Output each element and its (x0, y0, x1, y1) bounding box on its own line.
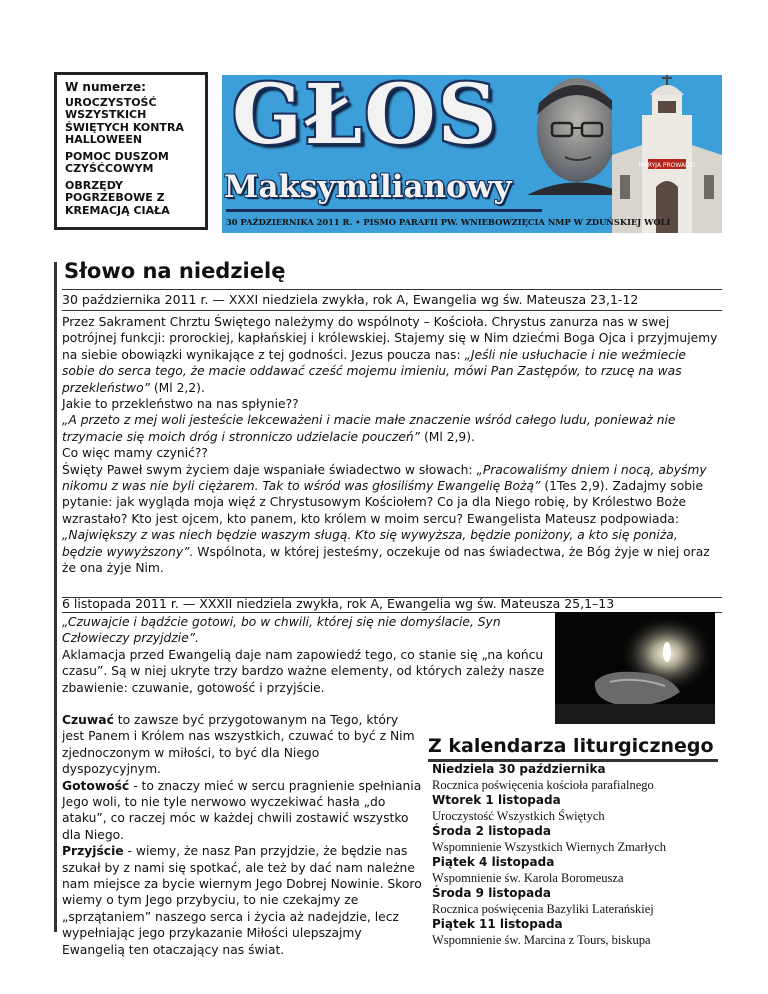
masthead-dateline: 30 PAŹDZIERNIKA 2011 R. • PISMO PARAFII PW. WNIEBOWZIĘCIA NMP W ZDUŃSKIEJ WOLI (226, 217, 671, 227)
article-1-paragraph-1: Przez Sakrament Chrztu Świętego należymy do wspólnoty – Kościoła. Chrystus zanurza nas w swej potrójnej funkcji: prorockiej, kapłańskiej i królewskiej. Stajemy się w Nim dziećmi Boga Ojca i przyjmujemy na siebie obowiązki wynikające z tej godności. Jezus poucza nas: „Jeśli nie usłuchacie i nie weźmiecie sobie do serca tego, że macie oddawać cześć mojemu imieniu, mówi Pan Zastępów, to rzucę na was przekleństwo” (Ml 2,2). (62, 315, 718, 395)
contents-item-1[interactable]: UROCZYSTOŚĆ WSZYSTKICH ŚWIĘTYCH KONTRA HALLOWEEN (65, 95, 184, 146)
calendar-event: Wspomnienie św. Marcina z Tours, biskupa (432, 932, 651, 947)
contents-heading: W numerze: (65, 80, 146, 94)
masthead-rule (226, 209, 542, 212)
calendar-date: Piątek 4 listopada (432, 855, 555, 869)
calendar-date: Środa 2 listopada (432, 824, 551, 838)
calendar-date: Środa 9 listopada (432, 886, 551, 900)
article-2-body (62, 712, 422, 958)
calendar-event: Rocznica poświęcenia kościoła parafialnego (432, 777, 654, 792)
article-1-paragraph-2: Jakie to przekleństwo na nas spłynie?? (62, 397, 299, 412)
article-2-gotowosc: Gotowość - to znaczy mieć w sercu pragnienie spełniania Jego woli, to nie tyle nerwowo wyczekiwać hasła „do ataku”, co raczej móc w każdej chwili zostawić wszystko dla Niego. (62, 778, 422, 842)
article-1-paragraph-5: Święty Paweł swym życiem daje wspaniałe świadectwo w słowach: „Pracowaliśmy dniem i nocą, abyśmy nikomu z was nie byli ciężarem. Tak to wśród was głosiliśmy Ewangelię Bożą” (1Tes 2,9). Zadajmy sobie pytanie: jak wygląda moja więź z Chrystusowym Kościołem? Co ja dla Niego robię, by Królestwo Boże wzrastało? Kto jest ojcem, kto panem, kto królem w moim sercu? Ewangelista Mateusz podpowiada: „Największy z was niech będzie waszym sługą. Kto się wywyższa, będzie poniżony, a kto się poniża, będzie wywyższony”. Wspólnota, w której jesteśmy, oczekuje od nas świadectwa, że Bóg żyje w niej oraz że ona żyje Nim. (62, 462, 710, 576)
contents-item-3[interactable]: OBRZĘDY POGRZEBOWE Z KREMACJĄ CIAŁA (65, 178, 170, 217)
calendar-date: Niedziela 30 października (432, 762, 606, 776)
calendar-event: Uroczystość Wszystkich Świętych (432, 808, 605, 823)
contents-item-2[interactable]: POMOC DUSZOM CZYŚĆCOWYM (65, 149, 169, 175)
article-2-intro (62, 614, 547, 696)
reading-caption-2: 6 listopada 2011 r. — XXXII niedziela zwykła, rok A, Ewangelia wg św. Mateusza 25,1–13 (62, 596, 615, 611)
calendar-date: Piątek 11 listopada (432, 917, 563, 931)
article-2-quote: „Czuwajcie i bądźcie gotowi, bo w chwili, której się nie domyślacie, Syn Człowieczy przyjdzie”. (62, 615, 501, 646)
section-title: Słowo na niedzielę (64, 259, 286, 283)
calendar-event: Rocznica poświęcenia Bazyliki Laterańskiej (432, 901, 654, 916)
caption-rule-1 (62, 289, 722, 290)
church-image (612, 75, 722, 233)
church-sign: MARYJA PROWADZI (638, 162, 696, 169)
newspaper-subtitle: Maksymilianowy (224, 169, 512, 205)
calendar-date: Wtorek 1 listopada (432, 793, 561, 807)
caption-rule-1b (62, 310, 722, 311)
newspaper-title: GŁOS (232, 75, 499, 163)
calendar-event: Wspomnienie św. Karola Boromeusza (432, 870, 624, 885)
section-side-rule (54, 262, 57, 932)
liturgical-calendar (432, 762, 732, 948)
calendar-event: Wspomnienie Wszystkich Wiernych Zmarłych (432, 839, 667, 854)
article-2-czuwac: Czuwać to zawsze być przygotowanym na Tego, który jest Panem i Królem nas wszystkich, czuwać to być z Nim zjednoczonym w miłości, to być dla Niego dyspozycyjnym. (62, 713, 415, 777)
masthead (222, 75, 722, 233)
article-2-paragraph-1: Aklamacja przed Ewangelią daje nam zapowiedź tego, co stanie się „na końcu czasu”. Są w niej ukryte trzy bardzo ważne elementy, od których zależy nasze zbawienie: czuwanie, gotowość i przyjście. (62, 647, 545, 695)
article-1-paragraph-4: Co więc mamy czynić?? (62, 446, 208, 461)
article-2-przyjscie: Przyjście - wiemy, że nasz Pan przyjdzie, że będzie nas szukał by z nami się spotkać, ale też by dać nam należne nam miejsce za bycie wiernym Jego Dobrej Nowinie. Skoro wiemy o tym Jego przybyciu, to nie czekajmy ze „sprzątaniem” naszego serca i życia aż nadejdzie, lecz wypełniając jego przykazanie Miłości ulepszajmy Ewangelią ten otaczający nas świat. (62, 844, 422, 957)
lamp-photo (555, 612, 715, 724)
article-1 (62, 314, 718, 577)
contents-box (54, 72, 208, 230)
calendar-title: Z kalendarza liturgicznego (428, 735, 714, 757)
article-1-paragraph-3: „A przeto z mej woli jesteście lekceważeni i macie małe znaczenie wśród całego ludu, ponieważ nie trzymacie się moich dróg i stronniczo udzielacie pouczeń” (Ml 2,9). (62, 413, 676, 444)
reading-caption-1: 30 października 2011 r. — XXXI niedziela zwykła, rok A, Ewangelia wg św. Mateusza 23,1-12 (62, 292, 639, 307)
